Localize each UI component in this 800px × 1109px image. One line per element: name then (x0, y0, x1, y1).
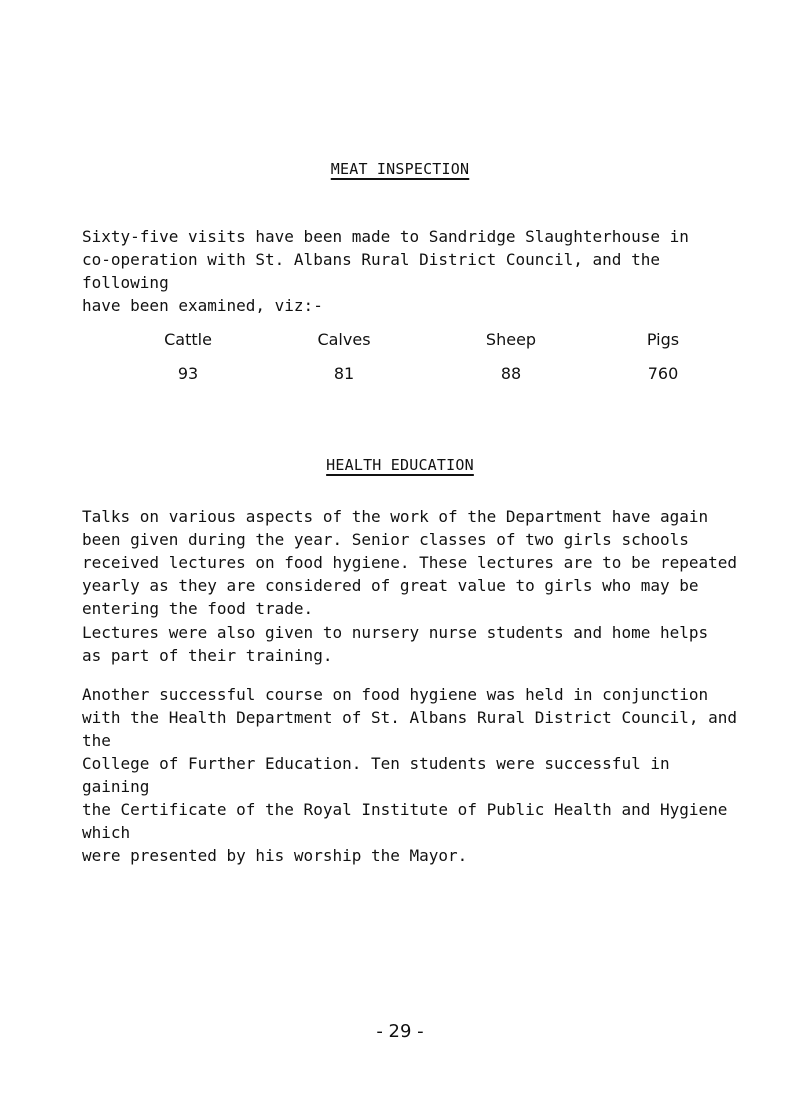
table-label-calves: Calves (317, 330, 371, 349)
meat-inspection-paragraph: Sixty-five visits have been made to Sandridge Slaughterhouse in co-operation with St. Albans Rural District Council, and the following have been examined, viz:- (82, 227, 689, 315)
health-education-paragraph-2: Lectures were also given to nursery nurse students and home helps as part of their training. (82, 623, 709, 665)
health-education-heading (0, 456, 800, 474)
meat-inspection-heading (0, 160, 800, 178)
health-education-paragraph-3: Another successful course on food hygiene was held in conjunction with the Health Department of St. Albans Rural District Council, and the College of Further Education. Ten students were successful in gaining the Certificate of the Royal Institute of Public Health and Hygiene which were presented by his worship the Mayor. (82, 685, 738, 865)
table-column-calves (274, 329, 414, 385)
table-value-pigs: 760 (647, 364, 679, 383)
table-value-sheep: 88 (500, 364, 522, 383)
table-label-sheep: Sheep (485, 330, 537, 349)
health-education-paragraph-1: Talks on various aspects of the work of the Department have again been given during the year. Senior classes of two girls schools received lectures on food hygiene. These lectures are to be repeated yearly as they are considered of great value to girls who may be entering the food trade. (82, 507, 738, 618)
table-value-cattle: 93 (177, 364, 199, 383)
meat-inspection-heading-text: MEAT INSPECTION (330, 160, 470, 178)
table-label-pigs: Pigs (646, 330, 680, 349)
table-label-cattle: Cattle (164, 330, 212, 349)
health-education-heading-text: HEALTH EDUCATION (326, 456, 474, 474)
page-number: - 29 - (376, 1021, 424, 1042)
table-column-pigs (593, 329, 733, 385)
table-column-cattle (118, 329, 258, 385)
table-value-calves: 81 (333, 364, 355, 383)
table-column-sheep (441, 329, 581, 385)
meat-inspection-table (0, 329, 800, 389)
